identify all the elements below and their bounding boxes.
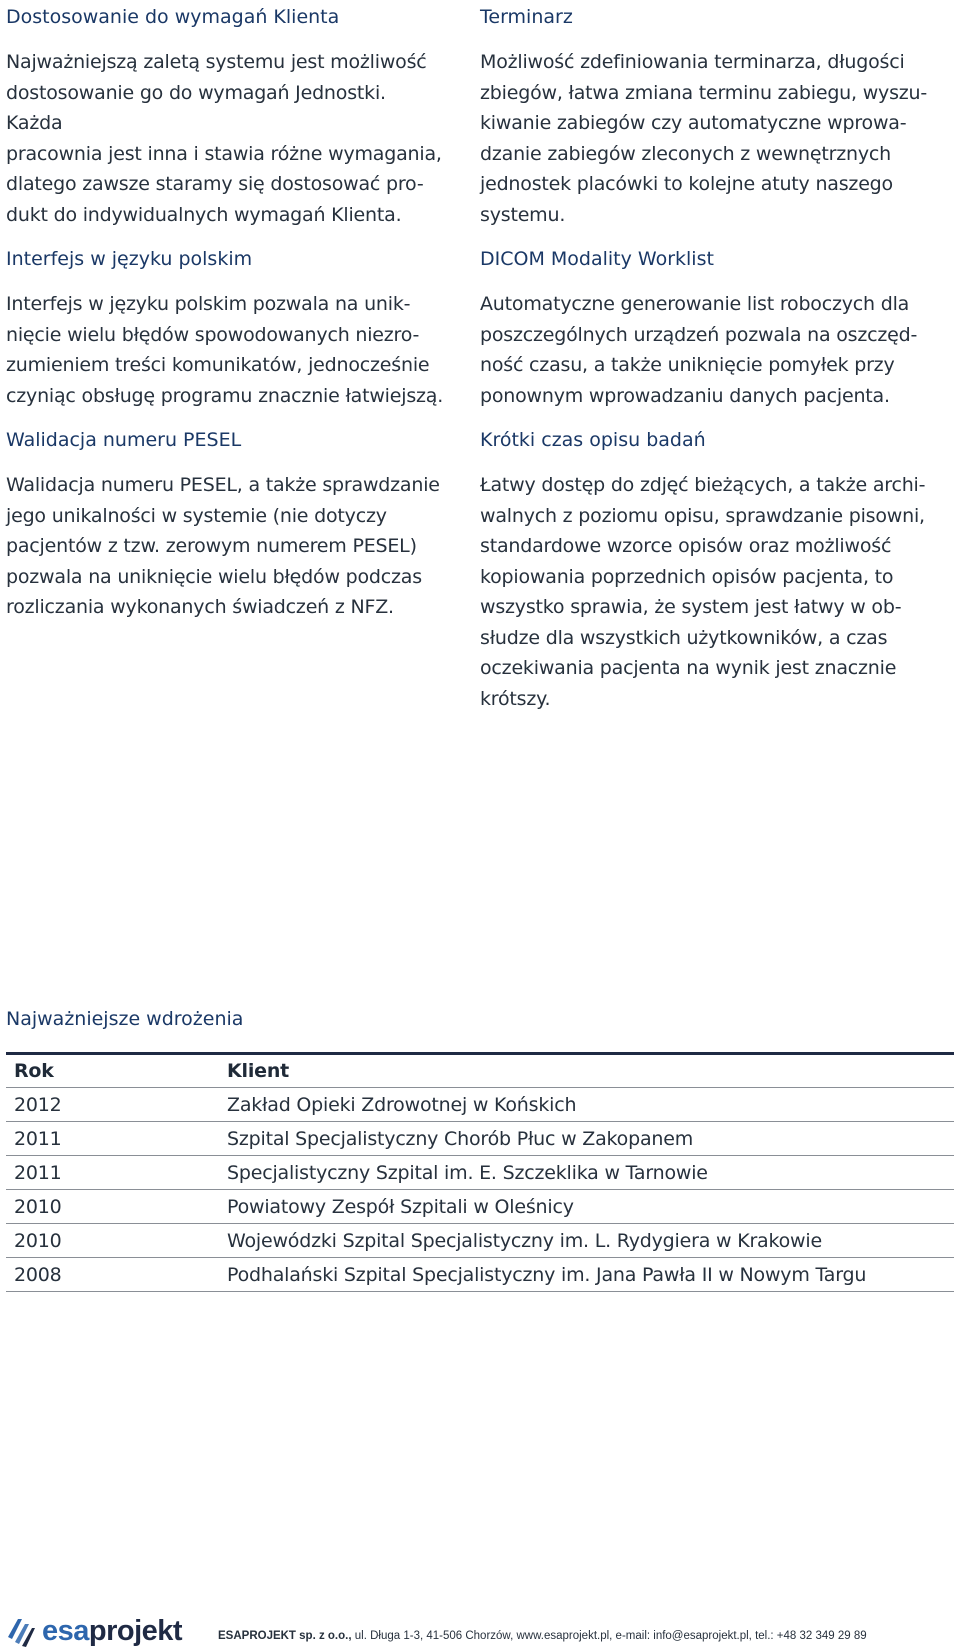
left-column (6, 0, 446, 623)
section-polish-interface (6, 246, 446, 411)
section-heading: Krótki czas opisu badań (480, 429, 706, 451)
year-cell: 2008 (6, 1258, 219, 1292)
year-cell: 2012 (6, 1088, 219, 1122)
table-header-row (6, 1054, 954, 1088)
year-cell: 2011 (6, 1156, 219, 1190)
year-cell: 2011 (6, 1122, 219, 1156)
client-cell: Zakład Opieki Zdrowotnej w Końskich (219, 1088, 954, 1122)
year-cell: 2010 (6, 1224, 219, 1258)
section-heading: Interfejs w języku polskim (6, 248, 253, 270)
contact-info (218, 1630, 867, 1642)
table-row (6, 1122, 954, 1156)
contact-details: ul. Długa 1-3, 41-506 Chorzów, www.esaprojekt.pl, e-mail: info@esaprojekt.pl, tel.: +48 32 349 29 89 (351, 1630, 867, 1642)
logo-text-esa: esa (42, 1614, 89, 1647)
section-text: Najważniejszą zaletą systemu jest możliwość dostosowanie go do wymagań Jednostki. Każda pracownia jest inna i stawia różne wymagania, dlatego zawsze staramy się dostosować pro- dukt do indywidualnych wymagań Klienta. (6, 51, 442, 226)
section-text: Walidacja numeru PESEL, a także sprawdzanie jego unikalności w systemie (nie dotyczy pacjentów z tzw. zerowym numerem PESEL) pozwala na uniknięcie wielu błędów podczas rozliczania wykonanych świadczeń z NFZ. (6, 474, 440, 618)
column-header-year: Rok (6, 1054, 219, 1088)
client-cell: Szpital Specjalistyczny Chorób Płuc w Zakopanem (219, 1122, 954, 1156)
table-row (6, 1190, 954, 1224)
table-row (6, 1088, 954, 1122)
section-text: Interfejs w języku polskim pozwala na unik- nięcie wielu błędów spowodowanych niezro- zumieniem treści komunikatów, jednocześnie czyniąc obsługę programu znacznie łatwiejszą. (6, 293, 444, 407)
logo-mark-icon (6, 1615, 36, 1647)
year-cell: 2010 (6, 1190, 219, 1224)
client-cell: Wojewódzki Szpital Specjalistyczny im. L. Rydygiera w Krakowie (219, 1224, 954, 1258)
section-text: Możliwość zdefiniowania terminarza, długości zbiegów, łatwa zmiana terminu zabiegu, wyszu- kiwanie zabiegów czy automatyczne wprowa- dzanie zabiegów zleconych z wewnętrznych jednostek placówki to kolejne atuty naszego systemu. (480, 51, 928, 226)
section-text: Łatwy dostęp do zdjęć bieżących, a także archi- walnych z poziomu opisu, sprawdzanie pisowni, standardowe wzorce opisów oraz możliwość kopiowania poprzednich opisów pacjenta, to wszystko sprawia, że system jest łatwy w ob- słudze dla wszystkich użytkowników, a czas oczekiwania pacjenta na wynik jest znacznie krótszy. (480, 474, 926, 710)
logo-text-projekt: projekt (88, 1614, 183, 1647)
section-pesel-validation (6, 427, 446, 623)
table-row (6, 1156, 954, 1190)
section-heading: DICOM Modality Worklist (480, 248, 714, 270)
column-header-client: Klient (219, 1054, 954, 1088)
company-name: ESAPROJEKT sp. z o.o., (218, 1630, 352, 1642)
client-cell: Podhalański Szpital Specjalistyczny im. Jana Pawła II w Nowym Targu (219, 1258, 954, 1292)
company-logo (6, 1612, 182, 1650)
client-cell: Powiatowy Zespół Szpitali w Oleśnicy (219, 1190, 954, 1224)
implementations-table (6, 1052, 954, 1292)
table-row (6, 1224, 954, 1258)
page-footer (0, 1612, 960, 1652)
client-cell: Specjalistyczny Szpital im. E. Szczeklika w Tarnowie (219, 1156, 954, 1190)
table-row (6, 1258, 954, 1292)
section-scheduler (480, 4, 950, 230)
section-heading: Dostosowanie do wymagań Klienta (6, 6, 340, 28)
right-column (480, 0, 950, 714)
section-heading: Walidacja numeru PESEL (6, 429, 242, 451)
section-text: Automatyczne generowanie list roboczych dla poszczególnych urządzeń pozwala na oszczęd- ność czasu, a także uniknięcie pomyłek przy ponownym wprowadzaniu danych pacjenta. (480, 293, 918, 407)
section-dicom-worklist (480, 246, 950, 411)
implementations-title: Najważniejsze wdrożenia (6, 1008, 244, 1030)
section-short-description-time (480, 427, 950, 714)
section-heading: Terminarz (480, 6, 573, 28)
section-customization (6, 4, 446, 230)
